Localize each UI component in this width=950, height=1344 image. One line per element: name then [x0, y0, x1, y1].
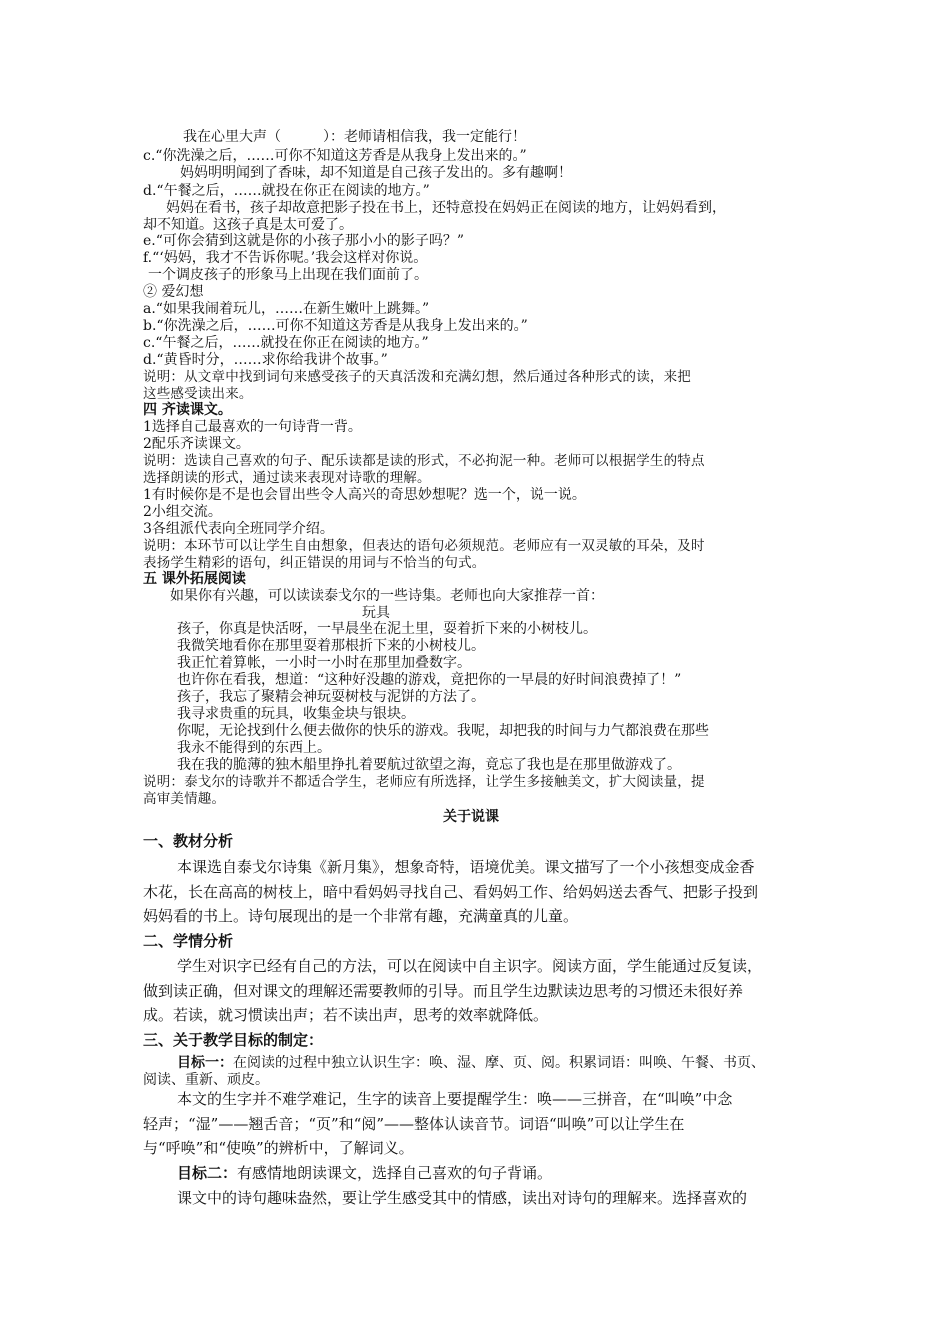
- text-line: 却不知道。这孩子真是太可爱了。: [143, 217, 353, 233]
- text-line: c.“你洗澡之后，……可你不知道这芳香是从我身上发出来的。”: [143, 148, 527, 164]
- note-line: 选择朗读的形式，通过读来表现对诗歌的理解。: [143, 470, 431, 486]
- paragraph-line: 成。若读，就习惯读出声；若不读出声，思考的效率就降低。: [143, 1006, 549, 1024]
- objective-line: [177, 1054, 765, 1072]
- paragraph-line: 本课选自泰戈尔诗集《新月集》，想象奇特，语境优美。课文描写了一个小孩想变成金香: [177, 858, 755, 876]
- objective-line: [177, 1163, 552, 1183]
- paragraph-line: 妈妈看的书上。诗句展现出的是一个非常有趣，充满童真的儿童。: [143, 907, 579, 925]
- text-line: c.“午餐之后，……就投在你正在阅读的地方。”: [143, 335, 429, 351]
- poem-line: 我在我的脆薄的独木船里挣扎着要航过欲望之海，竟忘了我也是在那里做游戏了。: [177, 757, 681, 773]
- note-line: 说明：选读自己喜欢的句子、配乐读都是读的形式，不必拘泥一种。老师可以根据学生的特点: [143, 453, 705, 469]
- text-line: 1有时候你是不是也会冒出些令人高兴的奇思妙想呢？选一个，说一说。: [143, 487, 586, 503]
- text-line: 2配乐齐读课文。: [143, 436, 250, 452]
- text-line: b.“你洗澡之后，……可你不知道这芳香是从我身上发出来的。”: [143, 318, 528, 334]
- note-line: 说明：本环节可以让学生自由想象，但表达的语句必须规范。老师应有一双灵敏的耳朵，及时: [143, 538, 705, 554]
- poem-line: 也许你在看我，想道：“这种好没趣的游戏，竟把你的一早晨的好时间浪费掉了！”: [177, 672, 682, 688]
- text-line: f.“‘妈妈，我才不告诉你呢。’我会这样对你说。: [143, 250, 428, 266]
- text-line: d.“午餐之后，……就投在你正在阅读的地方。”: [143, 183, 430, 199]
- section-heading: 五 课外拓展阅读: [143, 571, 246, 587]
- text-line: a.“如果我闹着玩儿，……在新生嫩叶上跳舞。”: [143, 301, 430, 317]
- objective-label: 目标一：: [177, 1055, 233, 1071]
- section-heading: 三、关于教学目标的制定：: [143, 1031, 324, 1049]
- poem-line: 孩子，我忘了聚精会神玩耍树枝与泥饼的方法了。: [177, 689, 485, 705]
- text-line: 我在心里大声（ ）：老师请相信我，我一定能行！: [183, 129, 526, 145]
- text-line: 1选择自己最喜欢的一句诗背一背。: [143, 419, 362, 435]
- paragraph-line: 学生对识字已经有自己的方法，可以在阅读中自主识字。阅读方面，学生能通过反复读，: [177, 957, 763, 975]
- poem-title: 玩具: [362, 605, 390, 621]
- objective-text: 有感情地朗读课文，选择自己喜欢的句子背诵。: [237, 1164, 553, 1182]
- section-heading: 一、教材分析: [143, 832, 234, 850]
- poem-line: 你呢，无论找到什么便去做你的快乐的游戏。我呢，却把我的时间与力气都浪费在那些: [177, 723, 709, 739]
- poem-line: 孩子，你真是快活呀，一早晨坐在泥土里，耍着折下来的小树枝儿。: [177, 621, 597, 637]
- text-line: 一个调皮孩子的形象马上出现在我们面前了。: [148, 267, 428, 283]
- objective-text: 在阅读的过程中独立认识生字：唤、湿、摩、页、阅。积累词语：叫唤、午餐、书页、: [233, 1055, 765, 1071]
- poem-line: 我寻求贵重的玩具，收集金块与银块。: [177, 706, 415, 722]
- text-line: e.“可你会猜到这就是你的小孩子那小小的影子吗？”: [143, 233, 465, 249]
- text-line: d.“黄昏时分，……求你给我讲个故事。”: [143, 352, 388, 368]
- paragraph-line: 木花，长在高高的树枝上，暗中看妈妈寻找自己、看妈妈工作、给妈妈送去香气、把影子投到: [143, 883, 759, 901]
- note-line: 说明：从文章中找到词句来感受孩子的天真活泼和充满幻想，然后通过各种形式的读，来把: [143, 369, 691, 385]
- text-line: ② 爱幻想: [143, 284, 204, 300]
- text-line: 如果你有兴趣，可以读读泰戈尔的一些诗集。老师也向大家推荐一首：: [170, 588, 604, 604]
- note-line: 高审美情趣。: [143, 791, 226, 807]
- note-line: 这些感受读出来。: [143, 386, 253, 402]
- objective-label: 目标二：: [177, 1164, 238, 1182]
- page-title: 关于说课: [443, 809, 499, 825]
- section-heading: 四 齐读课文。: [143, 402, 232, 418]
- text-line: 2小组交流。: [143, 504, 222, 520]
- section-heading: 二、学情分析: [143, 932, 234, 950]
- text-line: 3各组派代表向全班同学介绍。: [143, 521, 334, 537]
- note-line: 说明：泰戈尔的诗歌并不都适合学生，老师应有所选择，让学生多接触美文，扩大阅读量，提: [143, 774, 705, 790]
- text-line: 妈妈在看书，孩子却故意把影子投在书上，还特意投在妈妈正在阅读的地方，让妈妈看到，: [166, 200, 726, 216]
- paragraph-line: 与“呼唤”和“使唤”的辨析中，了解词义。: [143, 1139, 414, 1157]
- note-line: 表扬学生精彩的语句，纠正错误的用词与不恰当的句式。: [143, 555, 486, 571]
- paragraph-line: 课文中的诗句趣味盎然，要让学生感受其中的情感，读出对诗句的理解来。选择喜欢的: [177, 1189, 748, 1207]
- text-line: 妈妈明明闻到了香味，却不知道是自己孩子发出的。多有趣啊！: [180, 165, 572, 181]
- poem-line: 我微笑地看你在那里耍着那根折下来的小树枝儿。: [177, 638, 485, 654]
- paragraph-line: 本文的生字并不难学难记，生字的读音上要提醒学生：唤——三拼音，在“叫唤”中念: [177, 1090, 733, 1108]
- paragraph-line: 做到读正确，但对课文的理解还需要教师的引导。而且学生边默读边思考的习惯还未很好养: [143, 982, 744, 1000]
- paragraph-line: 阅读、重新、顽皮。: [143, 1072, 269, 1088]
- poem-line: 我永不能得到的东西上。: [177, 740, 331, 756]
- paragraph-line: 轻声；“湿”——翘舌音；“页”和“阅”——整体认读音节。词语“叫唤”可以让学生在: [143, 1115, 685, 1133]
- poem-line: 我正忙着算帐，一小时一小时在那里加叠数字。: [177, 655, 471, 671]
